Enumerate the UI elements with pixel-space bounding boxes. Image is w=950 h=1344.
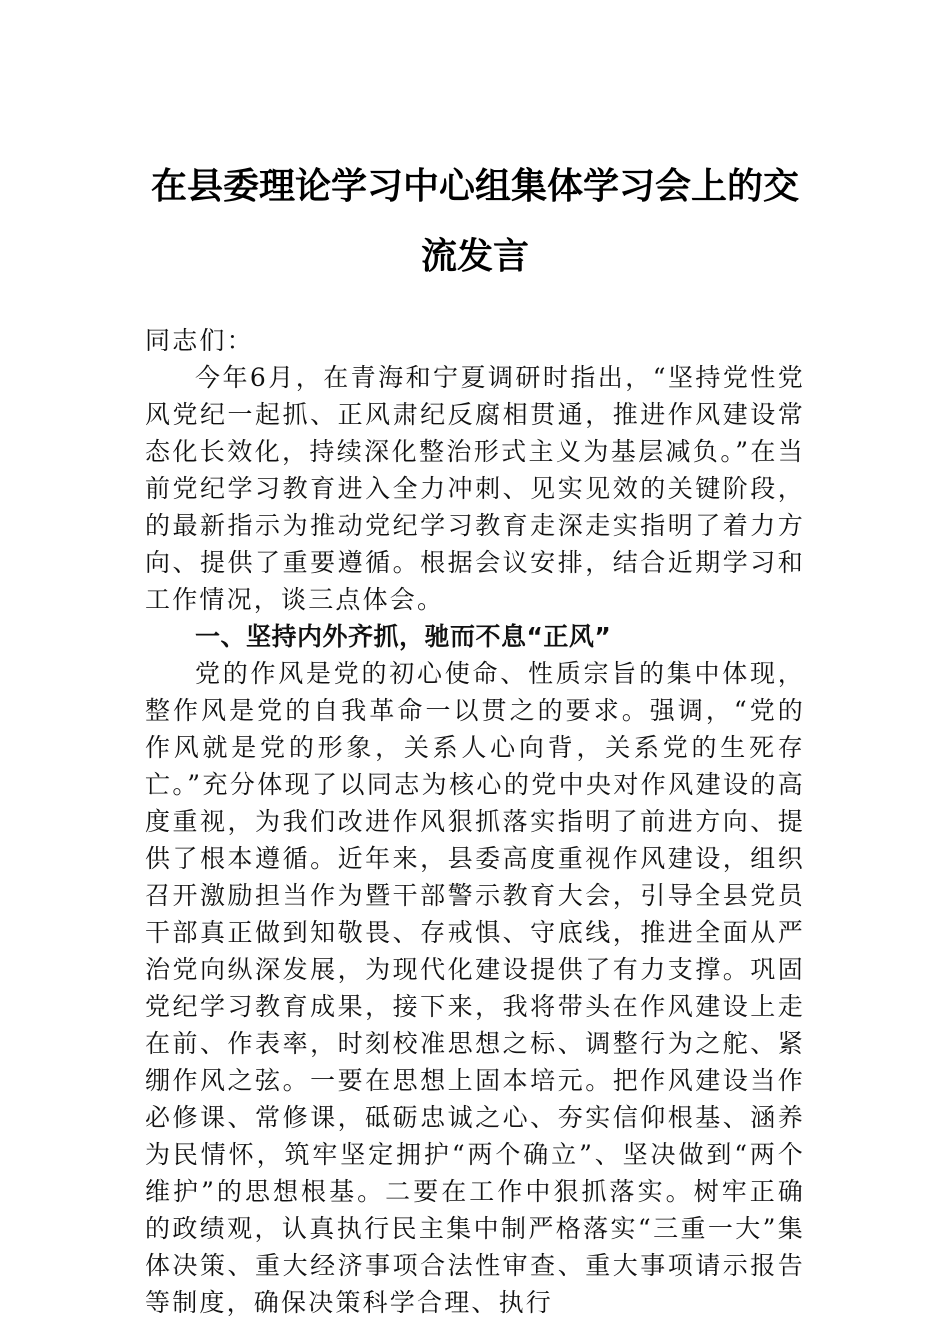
- document-title-line-1: 在县委理论学习中心组集体学习会上的交: [150, 165, 799, 207]
- paragraph-intro: 今年6月，在青海和宁夏调研时指出，“坚持党性党风党纪一起抓、正风肃纪反腐相贯通，推进作风建设常态化长效化，持续深化整治形式主义为基层减负。”在当前党纪学习教育进入全力冲刺、见实见效的关键阶段，的最新指示为推动党纪学习教育走深走实指明了着力方向、提供了重要遵循。根据会议安排，结合近期学习和工作情况，谈三点体会。: [145, 363, 805, 614]
- salutation: 同志们：: [145, 326, 254, 355]
- document-title-line-2: 流发言: [420, 235, 529, 277]
- section-heading-1: 一、坚持内外齐抓，驰而不息“正风”: [195, 622, 612, 651]
- document-body: [145, 322, 805, 1321]
- paragraph-section-1: 党的作风是党的初心使命、性质宗旨的集中体现，整作风是党的自我革命一以贯之的要求。强调，“党的作风就是党的形象，关系人心向背，关系党的生死存亡。”充分体现了以同志为核心的党中央对作风建设的高度重视，为我们改进作风狠抓落实指明了前进方向、提供了根本遵循。近年来，县委高度重视作风建设，组织召开激励担当作为暨干部警示教育大会，引导全县党员干部真正做到知敬畏、存戒惧、守底线，推进全面从严治党向纵深发展，为现代化建设提供了有力支撑。巩固党纪学习教育成果，接下来，我将带头在作风建设上走在前、作表率，时刻校准思想之标、调整行为之舵、紧绷作风之弦。一要在思想上固本培元。把作风建设当作必修课、常修课，砥砺忠诚之心、夯实信仰根基、涵养为民情怀，筑牢坚定拥护“两个确立”、坚决做到“两个维护”的思想根基。二要在工作中狠抓落实。树牢正确的政绩观，认真执行民主集中制严格落实“三重一大”集体决策、重大经济事项合法性审查、重大事项请示报告等制度，确保决策科学合理、执行: [145, 659, 805, 1317]
